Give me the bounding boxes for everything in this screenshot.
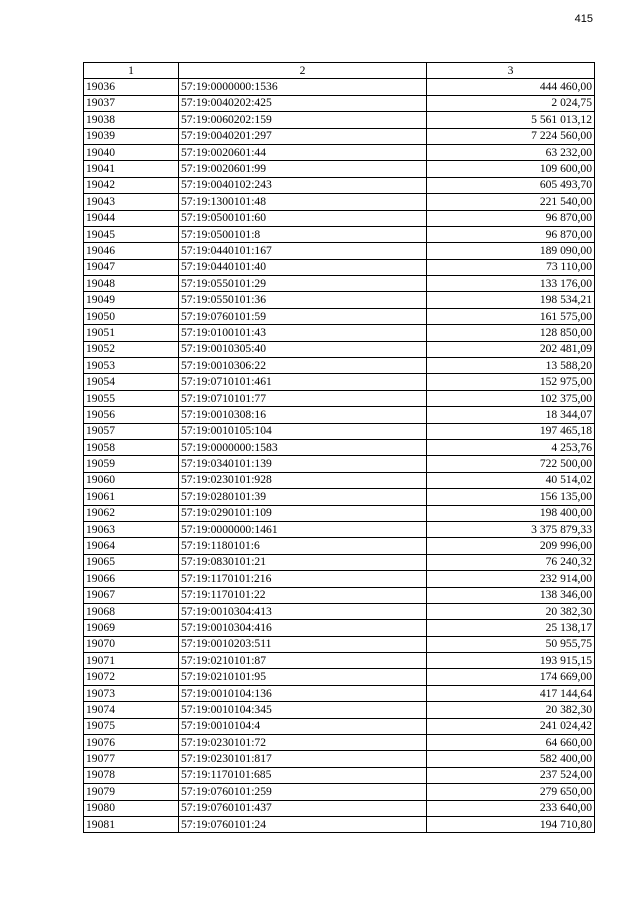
cadastral-number-cell: 57:19:0100101:43 [179, 325, 427, 341]
table-row [84, 538, 595, 554]
cadastral-number-cell: 57:19:0710101:77 [179, 390, 427, 406]
cadastral-number-cell: 57:19:0020601:99 [179, 161, 427, 177]
value-cell: 209 996,00 [427, 538, 595, 554]
table-row [84, 456, 595, 472]
value-cell: 198 534,21 [427, 292, 595, 308]
table-row [84, 800, 595, 816]
row-number-cell: 19050 [84, 308, 179, 324]
row-number-cell: 19063 [84, 521, 179, 537]
value-cell: 233 640,00 [427, 800, 595, 816]
row-number-cell: 19061 [84, 489, 179, 505]
value-cell: 40 514,02 [427, 472, 595, 488]
table-row [84, 243, 595, 259]
cadastral-number-cell: 57:19:0060202:159 [179, 112, 427, 128]
row-number-cell: 19052 [84, 341, 179, 357]
value-cell: 444 460,00 [427, 79, 595, 95]
value-cell: 198 400,00 [427, 505, 595, 521]
table-row [84, 325, 595, 341]
header-cell-1: 1 [84, 63, 179, 79]
table-row [84, 308, 595, 324]
row-number-cell: 19036 [84, 79, 179, 95]
row-number-cell: 19044 [84, 210, 179, 226]
cadastral-number-cell: 57:19:0230101:928 [179, 472, 427, 488]
table-body [84, 79, 595, 833]
row-number-cell: 19080 [84, 800, 179, 816]
row-number-cell: 19070 [84, 636, 179, 652]
row-number-cell: 19039 [84, 128, 179, 144]
value-cell: 102 375,00 [427, 390, 595, 406]
table-row [84, 161, 595, 177]
cadastral-number-cell: 57:19:0040202:425 [179, 95, 427, 111]
value-cell: 2 024,75 [427, 95, 595, 111]
row-number-cell: 19071 [84, 653, 179, 669]
table-row [84, 587, 595, 603]
value-cell: 63 232,00 [427, 144, 595, 160]
value-cell: 5 561 013,12 [427, 112, 595, 128]
header-row [84, 63, 595, 79]
table-row [84, 489, 595, 505]
table-row [84, 685, 595, 701]
value-cell: 152 975,00 [427, 374, 595, 390]
table-row [84, 390, 595, 406]
cadastral-number-cell: 57:19:0040201:297 [179, 128, 427, 144]
row-number-cell: 19081 [84, 816, 179, 832]
table-row [84, 718, 595, 734]
table-row [84, 226, 595, 242]
cadastral-number-cell: 57:19:0500101:8 [179, 226, 427, 242]
value-cell: 582 400,00 [427, 751, 595, 767]
value-cell: 417 144,64 [427, 685, 595, 701]
cadastral-number-cell: 57:19:0010305:40 [179, 341, 427, 357]
cadastral-number-cell: 57:19:0760101:59 [179, 308, 427, 324]
header-cell-3: 3 [427, 63, 595, 79]
table-row [84, 603, 595, 619]
row-number-cell: 19075 [84, 718, 179, 734]
row-number-cell: 19049 [84, 292, 179, 308]
cadastral-number-cell: 57:19:0010308:16 [179, 407, 427, 423]
row-number-cell: 19054 [84, 374, 179, 390]
table-row [84, 472, 595, 488]
row-number-cell: 19051 [84, 325, 179, 341]
row-number-cell: 19053 [84, 358, 179, 374]
row-number-cell: 19041 [84, 161, 179, 177]
value-cell: 18 344,07 [427, 407, 595, 423]
header-cell-2: 2 [179, 63, 427, 79]
row-number-cell: 19076 [84, 735, 179, 751]
row-number-cell: 19068 [84, 603, 179, 619]
cadastral-number-cell: 57:19:0000000:1536 [179, 79, 427, 95]
table-row [84, 784, 595, 800]
table-row [84, 210, 595, 226]
cadastral-number-cell: 57:19:0230101:72 [179, 735, 427, 751]
row-number-cell: 19045 [84, 226, 179, 242]
cadastral-number-cell: 57:19:0040102:243 [179, 177, 427, 193]
row-number-cell: 19072 [84, 669, 179, 685]
cadastral-number-cell: 57:19:0500101:60 [179, 210, 427, 226]
value-cell: 96 870,00 [427, 226, 595, 242]
row-number-cell: 19073 [84, 685, 179, 701]
row-number-cell: 19079 [84, 784, 179, 800]
cadastral-number-cell: 57:19:0010304:416 [179, 620, 427, 636]
cadastral-number-cell: 57:19:1180101:6 [179, 538, 427, 554]
cadastral-number-cell: 57:19:0440101:167 [179, 243, 427, 259]
table-row [84, 554, 595, 570]
value-cell: 237 524,00 [427, 767, 595, 783]
row-number-cell: 19058 [84, 439, 179, 455]
value-cell: 193 915,15 [427, 653, 595, 669]
cadastral-number-cell: 57:19:0280101:39 [179, 489, 427, 505]
table-row [84, 571, 595, 587]
table-row [84, 439, 595, 455]
cadastral-number-cell: 57:19:0290101:109 [179, 505, 427, 521]
table-row [84, 128, 595, 144]
table-row [84, 620, 595, 636]
value-cell: 197 465,18 [427, 423, 595, 439]
value-cell: 4 253,76 [427, 439, 595, 455]
cadastral-number-cell: 57:19:0010304:413 [179, 603, 427, 619]
row-number-cell: 19069 [84, 620, 179, 636]
cadastral-number-cell: 57:19:0340101:139 [179, 456, 427, 472]
cadastral-number-cell: 57:19:0550101:29 [179, 276, 427, 292]
cadastral-number-cell: 57:19:0760101:259 [179, 784, 427, 800]
cadastral-number-cell: 57:19:0010104:136 [179, 685, 427, 701]
row-number-cell: 19067 [84, 587, 179, 603]
row-number-cell: 19043 [84, 194, 179, 210]
row-number-cell: 19060 [84, 472, 179, 488]
cadastral-number-cell: 57:19:0210101:95 [179, 669, 427, 685]
table-row [84, 144, 595, 160]
table-row [84, 816, 595, 832]
value-cell: 3 375 879,33 [427, 521, 595, 537]
value-cell: 20 382,30 [427, 702, 595, 718]
row-number-cell: 19078 [84, 767, 179, 783]
value-cell: 128 850,00 [427, 325, 595, 341]
table-row [84, 79, 595, 95]
value-cell: 161 575,00 [427, 308, 595, 324]
cadastral-number-cell: 57:19:0000000:1461 [179, 521, 427, 537]
value-cell: 189 090,00 [427, 243, 595, 259]
value-cell: 279 650,00 [427, 784, 595, 800]
value-cell: 96 870,00 [427, 210, 595, 226]
value-cell: 174 669,00 [427, 669, 595, 685]
cadastral-number-cell: 57:19:0230101:817 [179, 751, 427, 767]
value-cell: 133 176,00 [427, 276, 595, 292]
page-number: 415 [574, 13, 593, 25]
cadastral-number-cell: 57:19:0000000:1583 [179, 439, 427, 455]
cadastral-number-cell: 57:19:1170101:685 [179, 767, 427, 783]
table-row [84, 194, 595, 210]
value-cell: 605 493,70 [427, 177, 595, 193]
value-cell: 64 660,00 [427, 735, 595, 751]
table-row [84, 276, 595, 292]
value-cell: 194 710,80 [427, 816, 595, 832]
cadastral-number-cell: 57:19:0760101:437 [179, 800, 427, 816]
cadastral-number-cell: 57:19:0010306:22 [179, 358, 427, 374]
table-row [84, 341, 595, 357]
value-cell: 7 224 560,00 [427, 128, 595, 144]
cadastral-number-cell: 57:19:0710101:461 [179, 374, 427, 390]
cadastral-number-cell: 57:19:0210101:87 [179, 653, 427, 669]
row-number-cell: 19077 [84, 751, 179, 767]
value-cell: 109 600,00 [427, 161, 595, 177]
value-cell: 232 914,00 [427, 571, 595, 587]
table-row [84, 177, 595, 193]
cadastral-number-cell: 57:19:0020601:44 [179, 144, 427, 160]
value-cell: 13 588,20 [427, 358, 595, 374]
table-row [84, 374, 595, 390]
table-header [84, 63, 595, 79]
table-row [84, 95, 595, 111]
table-row [84, 505, 595, 521]
table-row [84, 767, 595, 783]
table-row [84, 112, 595, 128]
row-number-cell: 19059 [84, 456, 179, 472]
row-number-cell: 19048 [84, 276, 179, 292]
value-cell: 73 110,00 [427, 259, 595, 275]
table-row [84, 751, 595, 767]
row-number-cell: 19040 [84, 144, 179, 160]
value-cell: 50 955,75 [427, 636, 595, 652]
table-row [84, 653, 595, 669]
row-number-cell: 19065 [84, 554, 179, 570]
row-number-cell: 19056 [84, 407, 179, 423]
row-number-cell: 19064 [84, 538, 179, 554]
value-cell: 138 346,00 [427, 587, 595, 603]
value-cell: 722 500,00 [427, 456, 595, 472]
cadastral-number-cell: 57:19:0010104:345 [179, 702, 427, 718]
cadastral-number-cell: 57:19:0440101:40 [179, 259, 427, 275]
table-row [84, 735, 595, 751]
row-number-cell: 19062 [84, 505, 179, 521]
cadastral-number-cell: 57:19:0010203:511 [179, 636, 427, 652]
row-number-cell: 19055 [84, 390, 179, 406]
row-number-cell: 19074 [84, 702, 179, 718]
cadastral-number-cell: 57:19:0010104:4 [179, 718, 427, 734]
value-cell: 25 138,17 [427, 620, 595, 636]
row-number-cell: 19057 [84, 423, 179, 439]
cadastral-number-cell: 57:19:1300101:48 [179, 194, 427, 210]
value-cell: 20 382,30 [427, 603, 595, 619]
table-row [84, 358, 595, 374]
table-row [84, 407, 595, 423]
row-number-cell: 19047 [84, 259, 179, 275]
cadastral-number-cell: 57:19:0010105:104 [179, 423, 427, 439]
value-cell: 76 240,32 [427, 554, 595, 570]
row-number-cell: 19066 [84, 571, 179, 587]
cadastral-number-cell: 57:19:0830101:21 [179, 554, 427, 570]
row-number-cell: 19038 [84, 112, 179, 128]
value-cell: 241 024,42 [427, 718, 595, 734]
table-row [84, 521, 595, 537]
value-cell: 156 135,00 [427, 489, 595, 505]
data-table [83, 62, 595, 833]
table-row [84, 669, 595, 685]
cadastral-number-cell: 57:19:1170101:22 [179, 587, 427, 603]
value-cell: 202 481,09 [427, 341, 595, 357]
value-cell: 221 540,00 [427, 194, 595, 210]
table-row [84, 423, 595, 439]
table-row [84, 636, 595, 652]
row-number-cell: 19046 [84, 243, 179, 259]
cadastral-number-cell: 57:19:1170101:216 [179, 571, 427, 587]
cadastral-number-cell: 57:19:0760101:24 [179, 816, 427, 832]
row-number-cell: 19037 [84, 95, 179, 111]
table-row [84, 259, 595, 275]
cadastral-number-cell: 57:19:0550101:36 [179, 292, 427, 308]
row-number-cell: 19042 [84, 177, 179, 193]
table-row [84, 292, 595, 308]
table-row [84, 702, 595, 718]
